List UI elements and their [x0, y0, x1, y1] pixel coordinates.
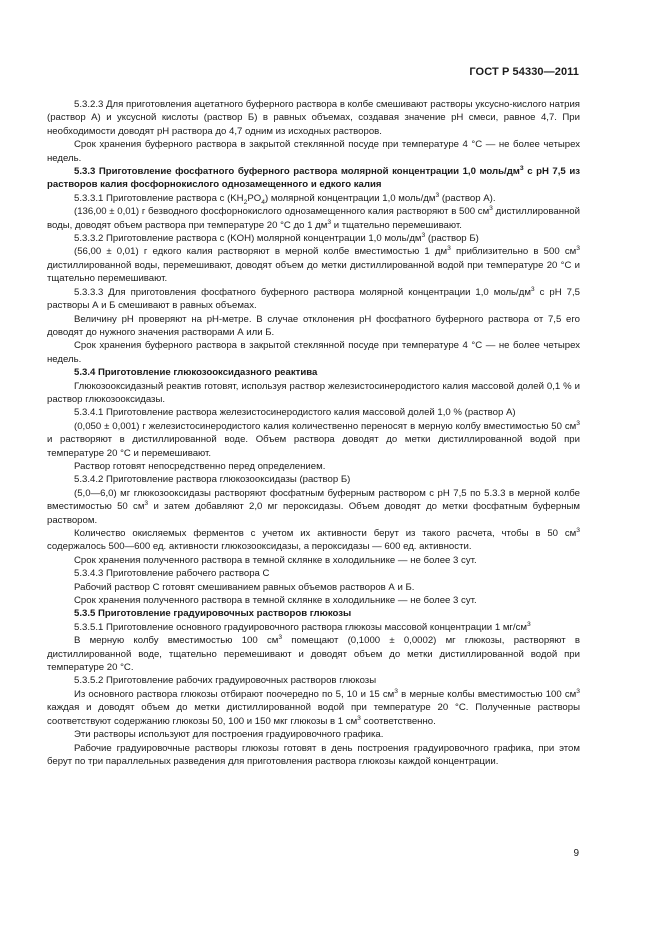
paragraph-5-3-5-2: 5.3.5.2 Приготовление рабочих градуировочных растворов глюкозы	[74, 675, 377, 687]
paragraph-storage-phosphate: Срок хранения буферного раствора в закрытой стеклянной посуде при температуре 4 °С — не более четырех недель.	[47, 340, 580, 365]
paragraph-storage-c: Срок хранения полученного раствора в темной склянке в холодильнике — не более 3 сут.	[74, 595, 477, 607]
paragraph-enzyme-amount: Количество окисляемых ферментов с учетом их активности берут из такого расчета, чтобы в 50 $см^3$ содержалось 500—600 ед. активности глюкозооксидазы, а пероксидазы — 600 ед. активности.	[47, 526, 580, 553]
paragraph-working-glucose: Из основного раствора глюкозы отбирают поочередно по 5, 10 и 15 $см^3$ в мерные колбы вместимостью 100 $см^3$ каждая и доводят объем до метки дистиллированной водой при температуре 20 °С. Полученные растворы соответствуют содержанию глюкозы 50, 100 и 150 мкг глюкозы в 1 $см^3$ соответственно.	[47, 687, 580, 727]
paragraph-5-3-5-1: 5.3.5.1 Приготовление основного градуировочного раствора глюкозы массовой концентрации 1 $мг/см^3$	[74, 620, 531, 633]
paragraph-5-3-3-1: 5.3.3.1 Приготовление раствора с $(KH_2PO_4)$ молярной концентрации 1,0 моль/$дм^3$ (раствор А).	[74, 191, 496, 206]
heading-5-3-5: 5.3.5 Приготовление градуировочных растворов глюкозы	[74, 608, 352, 620]
paragraph-stock-glucose: В мерную колбу вместимостью 100 $см^3$ помещают (0,1000 ± 0,0002) мг глюкозы, растворяют в дистиллированной воде, тщательно перемешивают и доводят объем до метки дистиллированной водой при температуре 20 °С.	[47, 634, 580, 674]
paragraph-5-3-2-3: 5.3.2.3 Для приготовления ацетатного буферного раствора в колбе смешивают растворы уксусно-кислого натрия (раствор А) и уксусной кислоты (раствор Б) в равных объемах, создавая значение pH смеси, равное 4,7. При необходимости доводят pH раствора до 4,7 одним из исходных растворов.	[47, 99, 580, 137]
paragraph-5-3-4-2: 5.3.4.2 Приготовление раствора глюкозооксидазы (раствор Б)	[74, 474, 351, 486]
paragraph-5-3-3-2: 5.3.3.2 Приготовление раствора с (KOH) молярной концентрации 1,0 моль/$дм^3$ (раствор Б)	[74, 231, 479, 245]
paragraph-ferrocyanide: (0,050 ± 0,001) г железистосинеродистого калия количественно переносят в мерную колбу вместимостью 50 $см^3$ и растворяют в дистиллированной воде. Объем раствора доводят до метки дистиллированной водой при температуре 20 °С и перемешивают.	[47, 419, 580, 459]
paragraph-5-3-4-3: 5.3.4.3 Приготовление рабочего раствора С	[74, 568, 270, 580]
paragraph-storage-b: Срок хранения полученного раствора в темной склянке в холодильнике — не более 3 сут.	[74, 554, 477, 566]
page-number: 9	[573, 848, 579, 859]
document-body	[47, 98, 580, 768]
paragraph-5-3-4-1: 5.3.4.1 Приготовление раствора железистосинеродистого калия массовой долей 1,0 % (раствор А)	[74, 407, 516, 419]
paragraph-solution-a: (136,00 ± 0,01) г безводного фосфорнокислого однозамещенного калия растворяют в 500 $см^3$ дистиллированной воды, доводят объем раствора при температуре 20 °С до 1 $дм^3$ и тщательно перемешивают.	[47, 205, 580, 231]
paragraph-5-3-3-3: 5.3.3.3 Для приготовления фосфатного буферного раствора молярной концентрации 1,0 моль/$дм^3$ с pH 7,5 растворы А и Б смешивают в равных объемах.	[47, 285, 580, 312]
paragraph-reagent-intro: Глюкозооксидазный реактив готовят, используя раствор железистосинеродистого калия массовой долей 0,1 % и раствор глюкозооксидазы.	[47, 380, 580, 405]
document-id: ГОСТ Р 54330—2011	[469, 66, 579, 78]
paragraph-calibration-day: Рабочие градуировочные растворы глюкозы готовят в день построения градуировочного графика, при этом берут по три параллельных разведения для приготовления раствора глюкозы каждой концентрации.	[47, 742, 580, 767]
paragraph-calibration-use: Эти растворы используют для построения градуировочного графика.	[74, 729, 384, 741]
heading-5-3-3: 5.3.3 Приготовление фосфатного буферного раствора молярной концентрации 1,0 моль/$дм^3$ с pH 7,5 из растворов калия фосфорнокислого однозамещенного и едкого калия	[47, 164, 580, 191]
paragraph-solution-b: (56,00 ± 0,01) г едкого калия растворяют в мерной колбе вместимостью 1 $дм^3$ приблизительно в 500 $см^3$ дистиллированной воды, перемешивают, доводят объем до метки дистиллированной водой при температуре 20 °С и тщательно перемешивают.	[47, 245, 580, 285]
paragraph-working-c: Рабочий раствор С готовят смешиванием равных объемов растворов А и Б.	[74, 581, 415, 593]
paragraph-ph-check: Величину pH проверяют на pH-метре. В случае отклонения pH фосфатного буферного раствора от 7,5 его доводят до нужного значения растворами А или Б.	[47, 313, 580, 338]
heading-5-3-4: 5.3.4 Приготовление глюкозооксидазного реактива	[74, 367, 318, 379]
paragraph-prepare-before: Раствор готовят непосредственно перед определением.	[74, 460, 326, 472]
paragraph-storage-acetate: Срок хранения буферного раствора в закрытой стеклянной посуде при температуре 4 °С — не более четырех недель.	[47, 139, 580, 164]
paragraph-glucose-oxidase: (5,0—6,0) мг глюкозооксидазы растворяют фосфатным буферным раствором с pH 7,5 по 5.3.3 в мерной колбе вместимостью 50 $см^3$ и затем добавляют 2,0 мг пероксидазы. Объем доводят до метки фосфатным буферным раствором.	[47, 487, 580, 526]
